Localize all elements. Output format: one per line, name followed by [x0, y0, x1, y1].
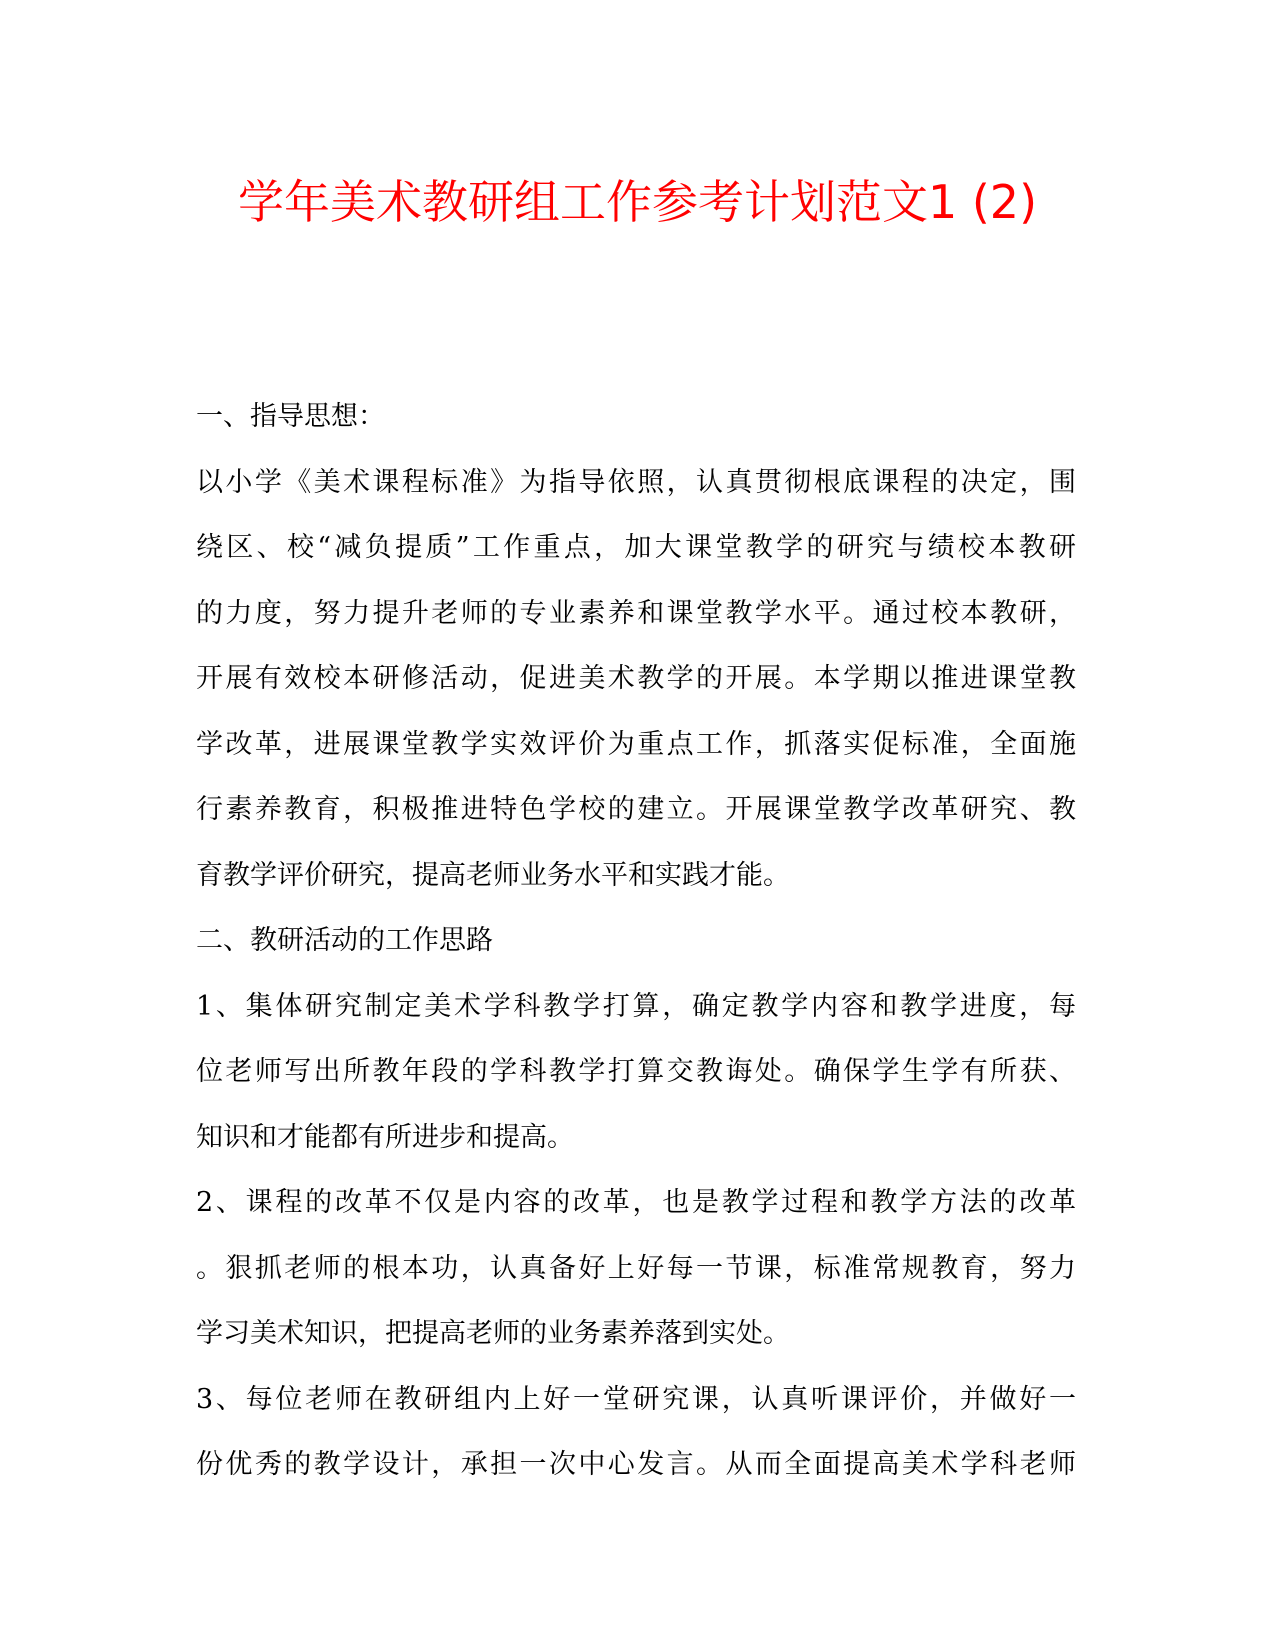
- body-line: 绕区、校“减负提质”工作重点，加大课堂教学的研究与绩校本教研: [196, 532, 1076, 563]
- body-line: 3、每位老师在教研组内上好一堂研究课，认真听课评价，并做好一: [196, 1383, 1076, 1415]
- body-line: 。狠抓老师的根本功，认真备好上好每一节课，标准常规教育，努力: [196, 1252, 1076, 1284]
- body-line: 以小学《美术课程标准》为指导依照，认真贯彻根底课程的决定，围: [196, 466, 1076, 498]
- body-line: 2、课程的改革不仅是内容的改革，也是教学过程和教学方法的改革: [196, 1187, 1076, 1218]
- document-title: 学年美术教研组工作参考计划范文1 (2): [237, 175, 1038, 229]
- body-line: 育教学评价研究，提高老师业务水平和实践才能。: [196, 859, 790, 891]
- body-line: 1、集体研究制定美术学科教学打算，确定教学内容和教学进度，每: [196, 990, 1076, 1022]
- document-body: [196, 384, 1076, 1498]
- body-line: 的力度，努力提升老师的专业素养和课堂教学水平。通过校本教研，: [196, 597, 1076, 629]
- body-line: 学习美术知识，把提高老师的业务素养落到实处。: [196, 1318, 790, 1349]
- body-line: 开展有效校本研修活动，促进美术教学的开展。本学期以推进课堂教: [196, 663, 1076, 694]
- body-line: 份优秀的教学设计，承担一次中心发言。从而全面提高美术学科老师: [196, 1449, 1076, 1480]
- body-line: 位老师写出所教年段的学科教学打算交教诲处。确保学生学有所获、: [196, 1056, 1076, 1087]
- body-line: 行素养教育，积极推进特色学校的建立。开展课堂教学改革研究、教: [196, 794, 1076, 825]
- heading-work-approach: 二、教研活动的工作思路: [196, 925, 493, 956]
- body-line: 知识和才能都有所进步和提高。: [196, 1121, 574, 1153]
- heading-guiding-ideology: 一、指导思想：: [196, 401, 385, 432]
- body-line: 学改革，进展课堂教学实效评价为重点工作，抓落实促标准，全面施: [196, 728, 1076, 760]
